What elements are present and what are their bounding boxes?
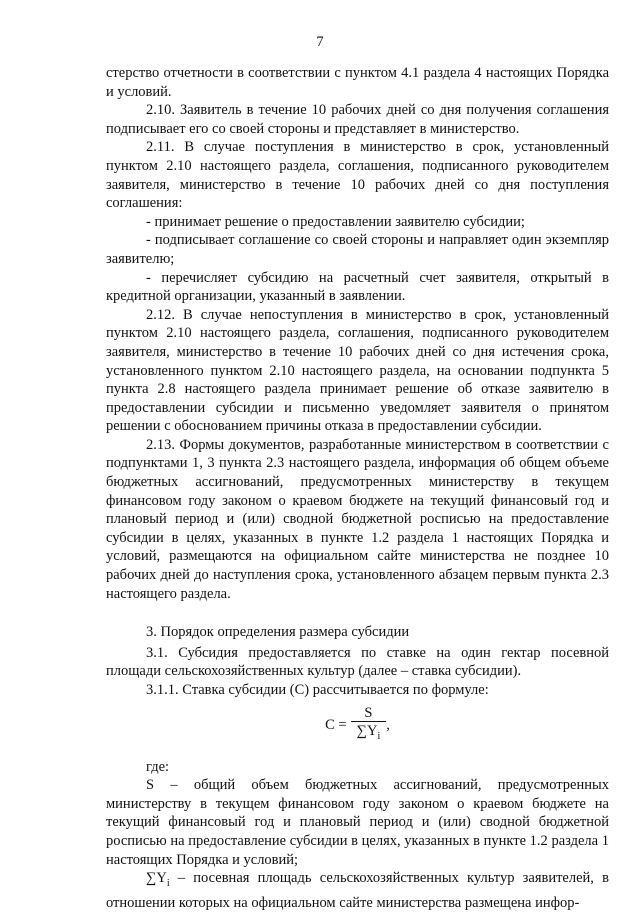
definition-symbol-subscript: i [166,878,170,890]
definition-symbol: S [146,777,155,794]
paragraph-3-1: 3.1. Субсидия предоставляется по ставке на один гектар посевной площади сельскохозяйственных культур (далее – ставка субсидии). [106,644,609,680]
definition-text: – общий объем бюджетных ассигнований, предусмотренных министерству в текущем финансовом году законом о краевом бюджете на текущий финансовый год и плановый период и (или) сводной бюджетной росписью на предоставление субсидии в целях, указанных в пункте 1.2 раздела 1 настоящих Порядка и условий; [106,777,609,868]
paragraph-2-10: 2.10. Заявитель в течение 10 рабочих дней со дня получения соглашения подписывает его со своей стороны и представляет в министерство. [106,102,609,137]
where-label: где: [146,758,170,775]
formula-fraction [351,705,387,746]
list-item-decision: - принимает решение о предоставлении заявителю субсидии; [146,213,525,230]
formula-trailing: , [386,717,390,734]
subsidy-rate-formula [106,706,609,746]
section-3-title: 3. Порядок определения размера субсидии [146,624,410,641]
page-number: 7 [316,34,324,50]
paragraph-2-12: 2.12. В случае непоступления в министерство в срок, установленный пунктом 2.10 настоящего раздела, соглашения, подписанного руководителем заявителя, министерство в течение 10 рабочих дней со дня истечения срока, установленного пунктом 2.10 настоящего раздела, на основании подпункта 5 пункта 2.8 настоящего раздела принимает решение об отказе заявителю в предоставлении субсидии и письменно уведомляет заявителя о принятом решении с обоснованием причины отказа в предоставлении субсидии. [106,306,609,435]
formula-lhs: С = [325,717,347,734]
document-body [106,64,609,912]
formula-numerator: S [364,705,373,722]
list-item-sign-agreement: - подписывает соглашение со своей стороны и направляет один экземпляр заявителю; [106,232,609,267]
list-item-transfer-subsidy: - перечисляет субсидию на расчетный счет заявителя, открытый в кредитной организации, указанный в заявлении. [106,269,609,305]
definition-text: – посевная площадь сельскохозяйственных культур заявителей, в отношении которых на официальном сайте министерства размещена инфор- [106,870,609,911]
paragraph-2-11: 2.11. В случае поступления в министерство в срок, установленный пунктом 2.10 настоящего раздела, соглашения, подписанного руководителем заявителя, министерство в течение 10 рабочих дней со дня поступления соглашения: [106,139,609,212]
paragraph-2-13: 2.13. Формы документов, разработанные министерством в соответствии с подпунктами 1, 3 пункта 2.3 настоящего раздела, информация об общем объеме бюджетных ассигнований, предусмотренных министерству в текущем финансовом году законом о краевом бюджете на текущий финансовый год и плановый период и (или) сводной бюджетной росписью на предоставление субсидии в целях, указанных в пункте 1.2 раздела 1 настоящих Порядка и условий, размещаются на официальном сайте министерства не позднее 10 рабочих дней до наступления срока, установленного абзацем первым пункта 2.3 настоящего раздела. [106,436,609,602]
formula-denominator-subscript: i [377,731,381,743]
formula-denominator-symbol: ∑Y [356,723,378,740]
definition-symbol: ∑Y [146,870,167,887]
definition-sum-y [106,869,609,912]
formula-denominator [351,721,387,746]
paragraph-continuation: стерство отчетности в соответствии с пунктом 4.1 раздела 4 настоящих Порядка и условий. [106,65,609,100]
definition-s [106,776,609,869]
paragraph-3-1-1: 3.1.1. Ставка субсидии (С) рассчитывается по формуле: [146,682,489,698]
